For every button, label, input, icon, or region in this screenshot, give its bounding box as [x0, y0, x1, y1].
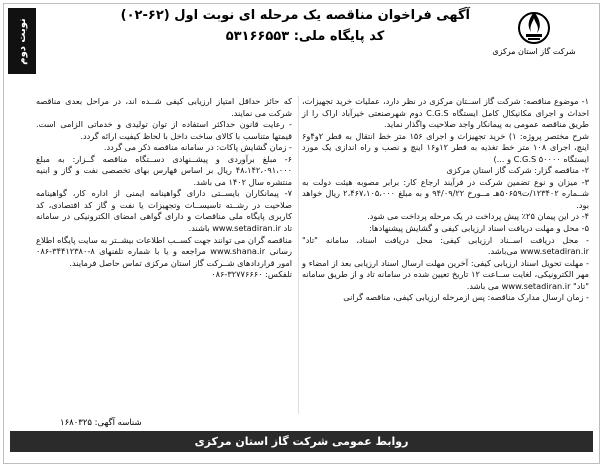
paragraph: - مهلت تحویل اسناد ارزیابی کیفی: آخرین مهلت ارسال اسناد ارزیابی بعد از امضاء و مهر الکترونیکی، لغایت ســاعت ۱۲ تاریخ تعیین شده در سامانه تاد و از طریق سامانه "تاد" www.setadiran.ir می باشد. [302, 257, 589, 291]
left-column [36, 96, 292, 281]
paragraph: - محل دریافت اســناد ارزیابی کیفی: محل دریافت اسناد، سامانه "تاد" www.setadiran.ir می‌باشد. [302, 234, 589, 257]
company-logo-caption: شرکت گاز استان مرکزی [492, 47, 576, 56]
gas-company-logo-icon [517, 6, 551, 46]
paragraph: ۴- در این پیمان ۲۵٪ پیش پرداخت در یک مرحله پرداخت می شود. [367, 211, 589, 222]
paragraph: که حائز حداقل امتیاز ارزیابی کیفی شــده اند، در مراحل بعدی مناقصه شرکت می نمایند. [36, 96, 292, 118]
paragraph: - رعایت قانون حداکثر استفاده از توان تولیدی و خدماتی الزامی است. قیمتها متناسب با کالای ساخت داخل با لحاظ کیفیت ارائه گردد. [36, 119, 292, 141]
notice-title: آگهی فراخوان مناقصه یک مرحله ای نوبت اول (۶۲-۰۲) [120, 8, 470, 23]
national-code: کد پایگاه ملی: ۵۳۱۶۶۵۵۳ [225, 29, 385, 44]
ad-identifier: شناسه آگهی: ۱۶۸۰۳۲۵ [60, 418, 142, 428]
round-badge [8, 8, 36, 74]
paragraph: ۵- محل و مهلت دریافت اسناد ارزیابی کیفی و گشایش پیشنهادها: [369, 223, 589, 234]
paragraph: ۲- مناقصه گزار: شرکت گاز استان مرکزی [446, 165, 589, 176]
paragraph: شرح مختصر پروژه: ۱) خرید تجهیزات و اجرای ۱۵۶ متر خط انتقال به قطر ۲و۴و۶ اینچ، اجرای ۱۰۸ متر خط تغذیه به قطر ۱۲و۱۶ اینچ و نصب و راه اندازی یک مورد ایستگاه ۵۰۰۰۰ C.G.S و ...) [302, 130, 590, 164]
round-badge-label: نوبت دوم [16, 17, 28, 65]
paragraph: ۱- موضوع مناقصه: شرکت گاز اســتان مرکزی در نظر دارد، عملیات خرید تجهیزات، احداث و اجرای مکانیکال کامل ایستگاه C.G.S دوم شهرصنعتی خیرآباد اراک را از طریق مناقصه عمومی به پیمانکار واجد صلاحیت واگذار نماید. [302, 96, 589, 130]
footer-banner: روابط عمومی شرکت گاز استان مرکزی [10, 431, 593, 452]
column-divider [298, 96, 299, 414]
paragraph: ۷- پیمانکاران بایســتی دارای گواهینامه ایمنی از اداره کار، گواهینامه صلاحیت در رشــته تاسیســات وتجهیزات یا نفت و گاز کد اقتصادی، کد کاربری پایگاه ملی مناقصات و دارای گواهی امضای الکترونیکی در سامانه تاد www.setadiran.ir باشند. [36, 188, 292, 234]
right-column [302, 96, 589, 304]
paragraph: - زمان گشایش پاکات: در سامانه مناقصه ذکر می گردد. [103, 142, 292, 153]
paragraph: ۶- مبلغ برآوردی و پیشــنهادی دســتگاه مناقصه گــزار: به مبلغ ۴۸،۱۴۲،۰۹۱،۰۰۰ ریال بر اساس فهارس بهای تخصصی نفت و گاز و ابنیه منتشره سال ۱۴۰۲ می باشد. [36, 153, 292, 187]
paragraph: - زمان ارسال مدارک مناقصه: پس ازمرحله ارزیابی کیفی، مناقصه گرانی [343, 292, 589, 303]
paragraph: ۳- میزان و نوع تضمین شرکت در فرآیند ارجاع کار: برابر مصوبه هیئت دولت به شــماره ۱۲۳۴۰۲/ت۵۰۶۵۹هـ مــورخ ۹۴/۰۹/۲۲ و به مبلغ ۲،۴۶۷،۱۰۵،۰۰۰ ریال خواهد بود. [302, 176, 590, 210]
paragraph: مناقصه گران می توانند جهت کســب اطلاعات بیشــتر به سایت پایگاه اطلاع رسانی www.shana.ir مراجعه و یا با شماره تلفنهای ۸-۳۴۴۱۲۳۸۰-۰۸۶ امور قراردادهای شــرکت گاز استان مرکزی تماس حاصل فرمایند. [36, 234, 292, 268]
paragraph: تلفکس: ۳۲۷۷۶۶۶۰-۰۸۶ [211, 269, 292, 280]
company-logo [479, 6, 589, 64]
